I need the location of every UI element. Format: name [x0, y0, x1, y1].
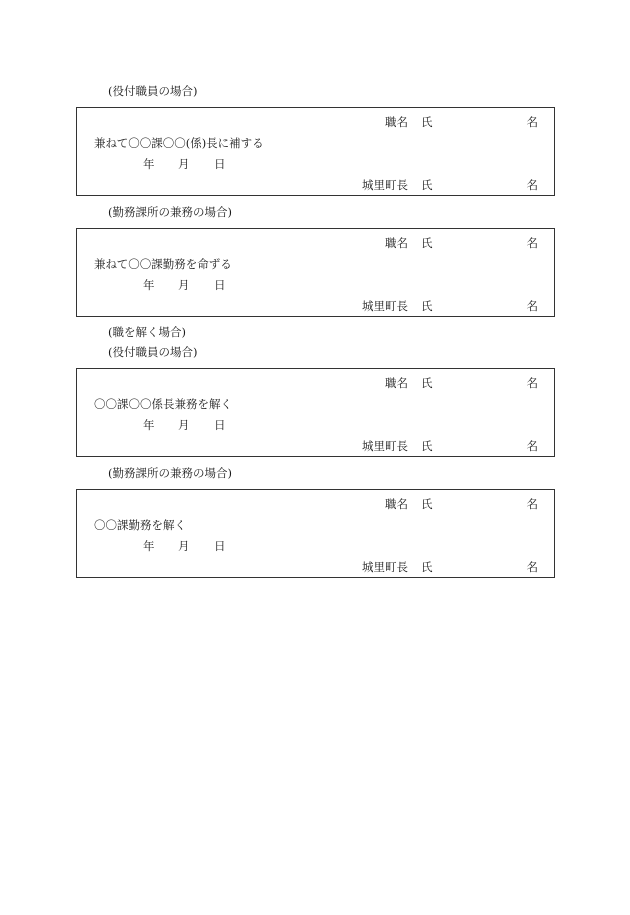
mayor-given-name-label: 名 — [526, 560, 538, 574]
surname-label: 氏 — [421, 497, 433, 511]
surname-label: 氏 — [421, 236, 433, 250]
section-heading: (職を解く場合) — [108, 325, 186, 339]
section-heading: (勤務課所の兼務の場合) — [108, 205, 232, 219]
notice-form-box — [76, 107, 555, 196]
surname-label: 氏 — [421, 376, 433, 390]
position-label: 職名 — [385, 376, 408, 390]
given-name-label: 名 — [526, 497, 538, 511]
order-text: 〇〇課〇〇係長兼務を解く — [94, 397, 232, 411]
mayor-surname-label: 氏 — [421, 560, 433, 574]
surname-label: 氏 — [421, 115, 433, 129]
given-name-label: 名 — [526, 115, 538, 129]
mayor-title: 城里町長 — [362, 299, 408, 313]
mayor-surname-label: 氏 — [421, 439, 433, 453]
mayor-given-name-label: 名 — [526, 299, 538, 313]
day-label: 日 — [214, 418, 226, 432]
given-name-label: 名 — [526, 376, 538, 390]
month-label: 月 — [178, 539, 190, 553]
mayor-surname-label: 氏 — [421, 299, 433, 313]
notice-form-box — [76, 489, 555, 578]
month-label: 月 — [178, 418, 190, 432]
mayor-given-name-label: 名 — [526, 439, 538, 453]
mayor-title: 城里町長 — [362, 560, 408, 574]
year-label: 年 — [143, 539, 155, 553]
position-label: 職名 — [385, 236, 408, 250]
year-label: 年 — [143, 418, 155, 432]
notice-form-box — [76, 228, 555, 317]
notice-form-box — [76, 368, 555, 457]
order-text: 兼ねて〇〇課勤務を命ずる — [94, 257, 232, 271]
order-text: 兼ねて〇〇課〇〇(係)長に補する — [94, 136, 264, 150]
month-label: 月 — [178, 278, 190, 292]
mayor-title: 城里町長 — [362, 178, 408, 192]
day-label: 日 — [214, 278, 226, 292]
order-text: 〇〇課勤務を解く — [94, 518, 186, 532]
year-label: 年 — [143, 157, 155, 171]
mayor-surname-label: 氏 — [421, 178, 433, 192]
position-label: 職名 — [385, 497, 408, 511]
section-heading: (勤務課所の兼務の場合) — [108, 466, 232, 480]
mayor-given-name-label: 名 — [526, 178, 538, 192]
year-label: 年 — [143, 278, 155, 292]
section-subheading: (役付職員の場合) — [108, 345, 198, 359]
day-label: 日 — [214, 157, 226, 171]
section-heading: (役付職員の場合) — [108, 84, 198, 98]
given-name-label: 名 — [526, 236, 538, 250]
position-label: 職名 — [385, 115, 408, 129]
mayor-title: 城里町長 — [362, 439, 408, 453]
month-label: 月 — [178, 157, 190, 171]
day-label: 日 — [214, 539, 226, 553]
